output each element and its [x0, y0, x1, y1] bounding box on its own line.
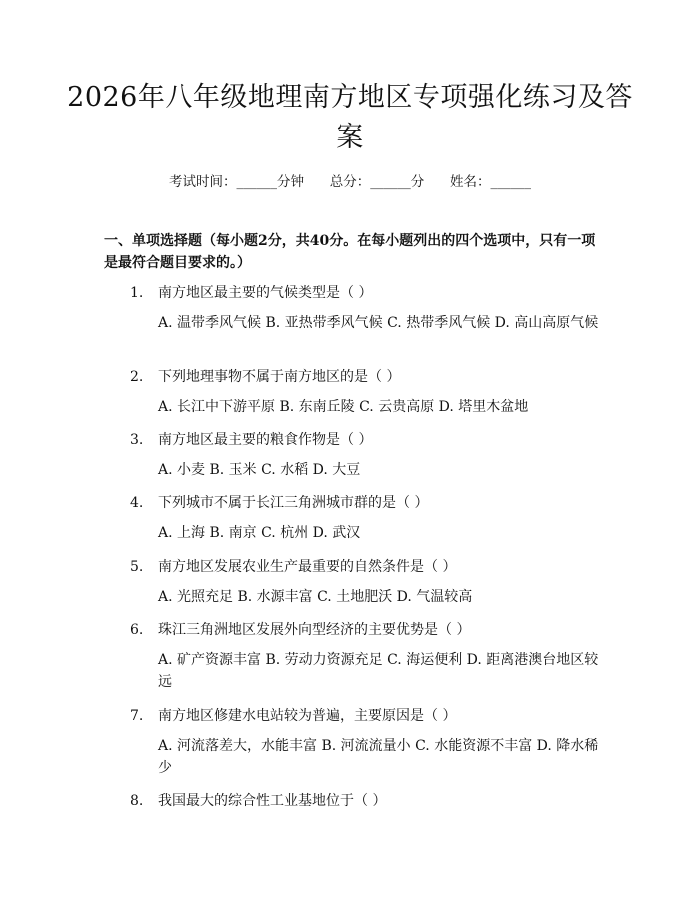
question-number: 4. — [130, 495, 144, 511]
question-4 — [130, 492, 428, 512]
question-number: 1. — [130, 285, 144, 301]
options-text: A. 河流落差大，水能丰富 B. 河流流量小 C. 水能资源不丰富 D. 降水稀少 — [158, 738, 599, 776]
options-text: A. 矿产资源丰富 B. 劳动力资源充足 C. 海运便利 D. 距离港澳台地区较远 — [158, 652, 599, 690]
question-4-options — [104, 522, 604, 544]
question-text: 下列城市不属于长江三角洲城市群的是（ ） — [158, 495, 429, 511]
question-6-options — [104, 649, 604, 693]
question-text: 下列地理事物不属于南方地区的是（ ） — [158, 369, 401, 385]
question-1 — [130, 282, 372, 302]
question-number: 6. — [130, 622, 144, 638]
question-text: 我国最大的综合性工业基地位于（ ） — [158, 793, 387, 809]
options-text: A. 光照充足 B. 水源丰富 C. 土地肥沃 D. 气温较高 — [158, 589, 473, 605]
question-number: 5. — [130, 559, 144, 575]
options-text: A. 长江中下游平原 B. 东南丘陵 C. 云贵高原 D. 塔里木盆地 — [158, 399, 529, 415]
question-5-options — [104, 586, 604, 608]
question-3-options — [104, 459, 604, 481]
section-heading: 一、单项选择题（每小题2分，共40分。在每小题列出的四个选项中，只有一项是最符合题目要求的。） — [104, 233, 596, 271]
question-3 — [130, 429, 372, 449]
question-text: 南方地区最主要的气候类型是（ ） — [158, 285, 373, 301]
question-1-options — [104, 312, 604, 334]
question-5 — [130, 556, 456, 576]
question-text: 南方地区最主要的粮食作物是（ ） — [158, 432, 373, 448]
question-7-options — [104, 735, 604, 779]
question-2-options — [104, 396, 604, 418]
options-text: A. 小麦 B. 玉米 C. 水稻 D. 大豆 — [158, 462, 361, 478]
question-number: 7. — [130, 708, 144, 724]
question-7 — [130, 705, 456, 725]
question-number: 8. — [130, 793, 144, 809]
question-number: 3. — [130, 432, 144, 448]
options-text: A. 温带季风气候 B. 亚热带季风气候 C. 热带季风气候 D. 高山高原气候 — [158, 315, 599, 331]
question-text: 南方地区修建水电站较为普遍，主要原因是（ ） — [158, 708, 457, 724]
question-2 — [130, 366, 400, 386]
document-title: 2026年八年级地理南方地区专项强化练习及答案 — [67, 82, 633, 153]
question-6 — [130, 619, 470, 639]
question-8 — [130, 790, 386, 810]
question-text: 南方地区发展农业生产最重要的自然条件是（ ） — [158, 559, 457, 575]
question-text: 珠江三角洲地区发展外向型经济的主要优势是（ ） — [158, 622, 471, 638]
question-number: 2. — [130, 369, 144, 385]
options-text: A. 上海 B. 南京 C. 杭州 D. 武汉 — [158, 525, 361, 541]
exam-info-line: 考试时间：______分钟 总分：______分 姓名：______ — [169, 174, 531, 190]
